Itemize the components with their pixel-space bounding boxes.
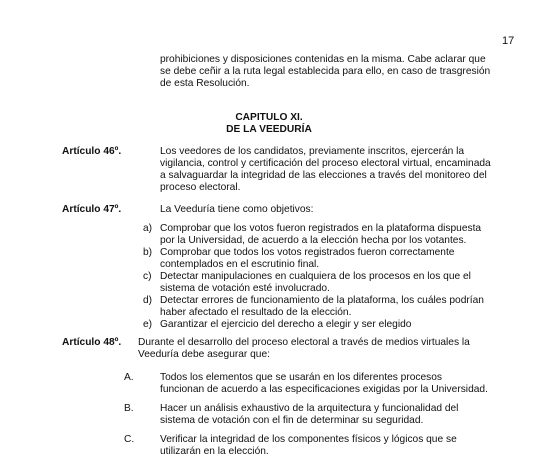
article-46-text [160,146,491,194]
list-item [160,403,470,427]
list-item-line: Comprobar que todos los votos registrados fueron correctamente [160,247,455,258]
list-item-line: Detectar manipulaciones en cualquiera de los procesos en los que el [160,271,471,282]
article-label: Artículo 48º. [62,337,122,348]
intro-line: se debe ceñir a la ruta legal establecida para ello, en caso de trasgresión [160,66,491,77]
article-line: vigilancia, control y certificación del proceso electoral virtual, encaminada [160,158,491,169]
list-item [160,295,484,319]
article-label: Artículo 47º. [62,204,122,215]
article-line: Los veedores de los candidatos, previamente inscritos, ejercerán la [160,146,465,157]
list-item-line: haber afectado el resultado de la elección. [160,307,352,318]
list-marker: d) [143,295,153,306]
list-item-line: Comprobar que los votos fueron registrados en la plataforma dispuesta [160,223,482,234]
list-item [160,319,470,331]
intro-paragraph [160,54,491,90]
list-marker: A. [124,372,134,383]
list-item-line: Hacer un análisis exhaustivo de la arquitectura y funcionalidad del [160,403,459,414]
list-item [160,223,482,247]
intro-line: prohibiciones y disposiciones contenidas en la misma. Cabe aclarar que [160,54,486,65]
list-item-line: funcionan de acuerdo a las especificaciones exigidas por la Universidad. [160,384,488,395]
article-line: proceso electoral. [160,182,241,193]
list-item-line: Todos los elementos que se usarán en los diferentes procesos [160,372,443,383]
page-number: 17 [502,35,515,47]
list-item-line: Verificar la integridad de los componentes físicos y lógicos que se [160,434,457,445]
article-48-intro [138,337,470,361]
article-label: Artículo 46º. [62,146,122,157]
list-item-line: sistema de votación esté involucrado. [160,283,330,294]
list-marker: e) [143,319,153,330]
list-item-line: Detectar errores de funcionamiento de la plataforma, los cuáles podrían [160,295,484,306]
list-item [160,434,470,458]
list-item [160,247,470,271]
article-47-intro: La Veeduría tiene como objetivos: [160,204,314,215]
article-line: a salvaguardar la integridad de las elecciones a través del monitoreo del [160,170,487,181]
list-item-line: Garantizar el ejercicio del derecho a elegir y ser elegido [160,319,412,330]
chapter-title: CAPITULO XI. [235,112,303,123]
list-marker: C. [124,434,135,445]
intro-line: de esta Resolución. [160,78,250,89]
list-item-line: contemplados en el escrutinio final. [160,259,320,270]
article-line: Veeduría debe asegurar que: [138,349,270,360]
list-item [160,271,470,295]
list-item-line: por la Universidad, de acuerdo a la elección hecha por los votantes. [160,235,467,246]
article-line: Durante el desarrollo del proceso electoral a través de medios virtuales la [138,337,470,348]
list-item [160,372,488,396]
list-marker: a) [143,223,153,234]
list-marker: c) [143,271,152,282]
list-item-line: sistema de votación con el fin de determinar su seguridad. [160,415,424,426]
list-marker: B. [124,403,134,414]
list-item-line: utilizarán en la elección. [160,446,269,457]
list-marker: b) [143,247,153,258]
chapter-subtitle: DE LA VEEDURÍA [226,124,312,135]
